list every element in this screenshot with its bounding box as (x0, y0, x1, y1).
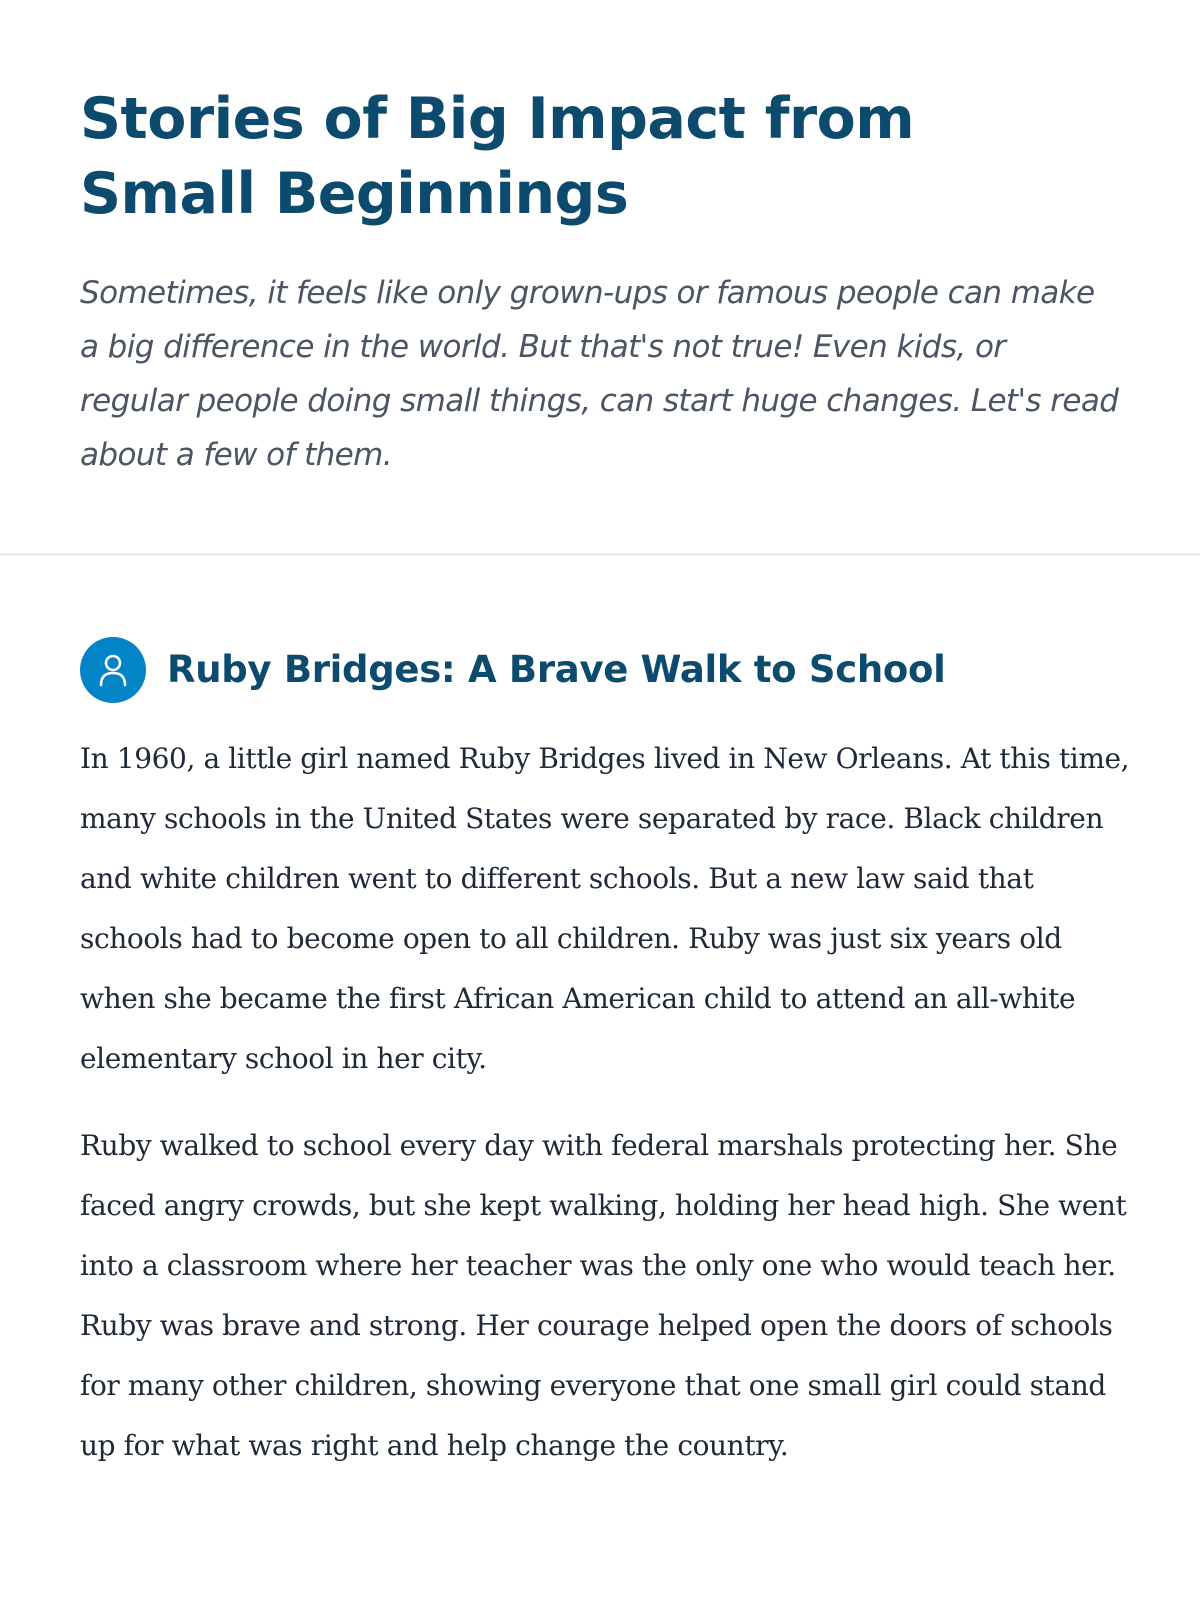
story-title: Ruby Bridges: A Brave Walk to School (167, 648, 946, 691)
intro-paragraph: Sometimes, it feels like only grown-ups or famous people can make a big difference in the world. But that's not true! Even kids, or regular people doing small things, can start huge changes. Let's read about a few of them. (80, 275, 1119, 473)
page-title: Stories of Big Impact from Small Beginnings (80, 86, 915, 227)
page-header (0, 0, 1200, 482)
section-divider (0, 553, 1200, 556)
story-body (80, 729, 1130, 1476)
story-heading (80, 637, 1130, 703)
person-icon (80, 637, 146, 703)
person-icon-glyph (98, 653, 128, 687)
story-section (80, 637, 1130, 1503)
story-paragraph: Ruby walked to school every day with federal marshals protecting her. She faced angry crowds, but she kept walking, holding her head high. She went into a classroom where her teacher was the only one who would teach her. Ruby was brave and strong. Her courage helped open the doors of schools for many other children, showing everyone that one small girl could stand up for what was right and help change the country. (80, 1129, 1127, 1462)
story-paragraph: In 1960, a little girl named Ruby Bridges lived in New Orleans. At this time, many schools in the United States were separated by race. Black children and white children went to different schools. But a new law said that schools had to become open to all children. Ruby was just six years old when she became the first African American child to attend an all-white elementary school in her city. (80, 742, 1130, 1075)
